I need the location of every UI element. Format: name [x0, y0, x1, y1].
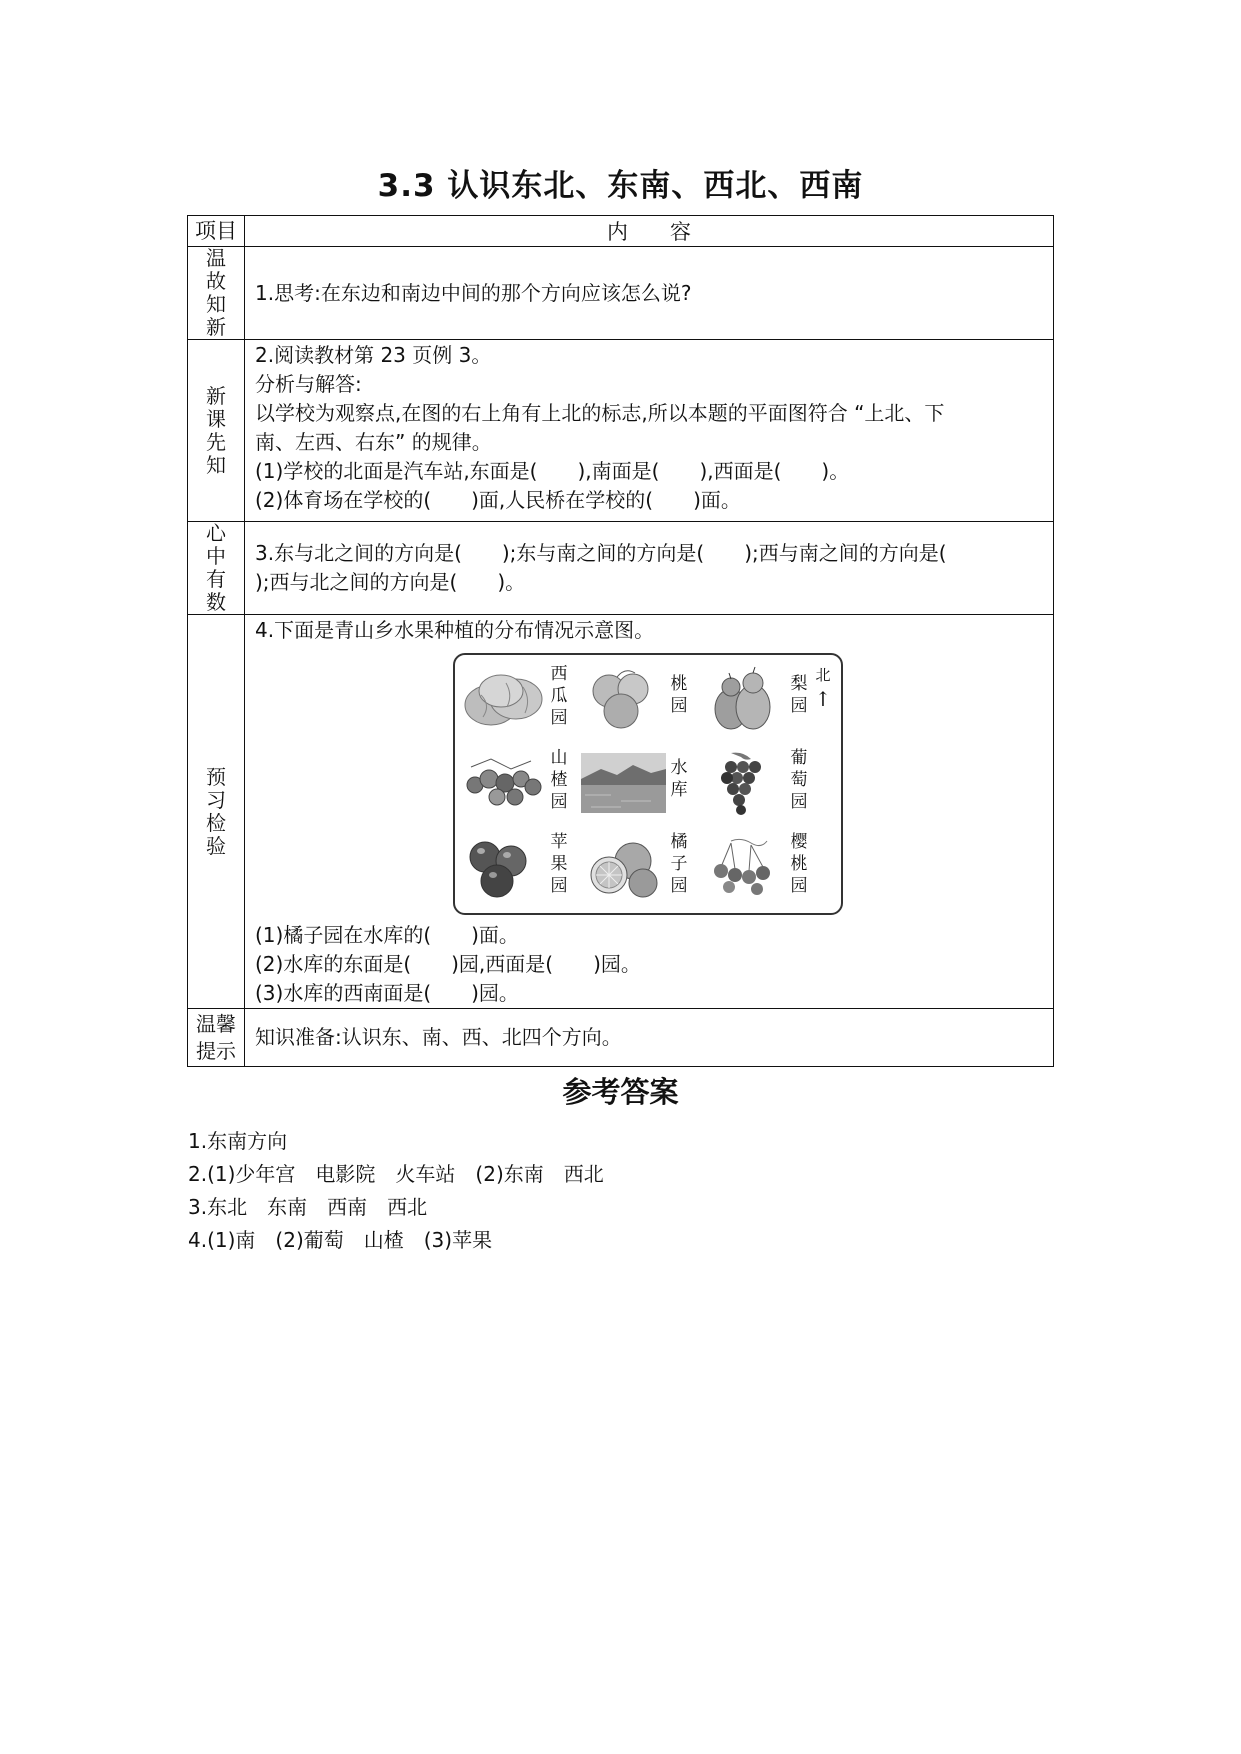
watermelon-icon	[461, 665, 546, 733]
map-cell-grape	[701, 747, 816, 823]
row-label-char: 数	[206, 590, 226, 614]
sub-question: (2)体育场在学校的( )面,人民桥在学校的( )面。	[255, 488, 741, 512]
question-text: 4.下面是青山乡水果种植的分布情况示意图。	[255, 618, 655, 642]
map-cell-reservoir	[581, 747, 696, 823]
table-row	[188, 247, 1054, 340]
row-label-char: 知	[206, 452, 226, 477]
label-char: 果	[550, 854, 568, 874]
row-label-cell	[188, 1009, 245, 1067]
row-label-char: 验	[206, 833, 226, 858]
header-content-cell: 内 容	[245, 216, 1054, 247]
map-cell-cherry	[701, 831, 816, 907]
sub-question: (1)橘子园在水库的( )面。	[255, 923, 519, 947]
row-label-char: 心	[206, 521, 226, 545]
sub-question: (2)水库的东面是( )园,西面是( )园。	[255, 952, 641, 976]
label-char: 园	[670, 876, 688, 896]
row-label-char: 有	[206, 567, 226, 591]
label-char: 桃	[790, 854, 808, 874]
answer-line: 1.东南方向	[188, 1129, 288, 1153]
analysis-text: 以学校为观察点,在图的右上角有上北的标志,所以本题的平面图符合 “上北、下	[255, 401, 945, 425]
row-label-char: 知	[206, 292, 226, 316]
map-cell-label	[787, 673, 811, 717]
label-char: 园	[550, 876, 568, 896]
label-char: 园	[790, 876, 808, 896]
row-label-cell	[188, 522, 245, 615]
north-arrow-icon: ↑	[814, 687, 832, 711]
fruit-map	[453, 653, 843, 915]
label-char: 葡	[790, 748, 808, 768]
map-cell-label	[547, 831, 571, 897]
map-cell-label	[547, 747, 571, 813]
map-cell-label	[787, 747, 811, 813]
label-char: 樱	[790, 832, 808, 852]
label-char: 梨	[790, 674, 808, 694]
row-label-char: 中	[206, 544, 226, 568]
answer-line: 3.东北 东南 西南 西北	[188, 1195, 428, 1219]
label-char: 园	[790, 696, 808, 716]
label-char: 橘	[670, 832, 688, 852]
map-cell-label	[547, 663, 571, 729]
header-item-cell: 项目	[188, 216, 245, 247]
map-cell-hawthorn	[461, 747, 576, 823]
pear-icon	[701, 665, 786, 733]
label-char: 水	[670, 758, 688, 778]
row-label-cell	[188, 247, 245, 340]
question-text: );西与北之间的方向是( )。	[255, 570, 526, 594]
row-content-cell	[245, 615, 1054, 1009]
row-label-char: 检	[206, 810, 226, 835]
map-cell-watermelon	[461, 663, 576, 739]
row-label-char: 故	[206, 269, 226, 293]
map-cell-peach	[581, 663, 696, 739]
map-cell-label	[667, 831, 691, 897]
orange-icon	[581, 833, 666, 901]
row-label-char: 预	[206, 764, 226, 789]
answers-title: 参考答案	[562, 1075, 679, 1109]
answer-line: 2.(1)少年宫 电影院 火车站 (2)东南 西北	[188, 1162, 604, 1186]
label-char: 西	[550, 664, 568, 684]
label-char: 桃	[670, 674, 688, 694]
map-cell-label	[787, 831, 811, 897]
label-char: 楂	[550, 770, 568, 790]
row-content-cell	[245, 340, 1054, 522]
row-label-cell	[188, 615, 245, 1009]
question-text: 2.阅读教材第 23 页例 3。	[255, 343, 492, 367]
row-label-word: 提示	[196, 1038, 236, 1063]
row-content-cell	[245, 522, 1054, 615]
label-char: 子	[670, 854, 688, 874]
row-label-cell	[188, 340, 245, 522]
analysis-text: 南、左西、右东” 的规律。	[255, 430, 492, 454]
question-text: 1.思考:在东边和南边中间的那个方向应该怎么说?	[255, 280, 692, 305]
label-char: 园	[790, 792, 808, 812]
map-cell-apple	[461, 831, 576, 907]
lesson-table	[187, 215, 1054, 1067]
label-char: 园	[550, 708, 568, 728]
apple-icon	[461, 833, 546, 901]
label-char: 萄	[790, 770, 808, 790]
row-label-word: 温馨	[196, 1011, 236, 1036]
row-content-cell	[245, 247, 1054, 340]
sub-question: (1)学校的北面是汽车站,东面是( ),南面是( ),西面是( )。	[255, 459, 850, 483]
page-title: 3.3 认识东北、东南、西北、西南	[377, 168, 864, 204]
label-char: 库	[670, 780, 688, 800]
row-label-char: 新	[206, 315, 226, 339]
row-label-char: 新	[206, 383, 226, 408]
map-cell-orange	[581, 831, 696, 907]
map-cell-label	[667, 673, 691, 717]
table-header-row	[188, 216, 1054, 247]
question-text: 3.东与北之间的方向是( );东与南之间的方向是( );西与南之间的方向是(	[255, 541, 947, 565]
map-cell-label	[667, 757, 691, 801]
peach-icon	[581, 665, 666, 733]
label-char: 园	[670, 696, 688, 716]
hawthorn-icon	[461, 749, 546, 817]
table-row	[188, 1009, 1054, 1067]
table-row	[188, 615, 1054, 1009]
cherry-icon	[701, 833, 786, 901]
row-label-char: 温	[206, 246, 226, 270]
reservoir-icon	[581, 749, 666, 817]
grape-icon	[701, 749, 786, 817]
label-char: 苹	[550, 832, 568, 852]
north-indicator	[813, 661, 833, 711]
row-content-cell	[245, 1009, 1054, 1067]
label-char: 山	[550, 748, 568, 768]
label-char: 瓜	[550, 686, 568, 706]
table-row	[188, 522, 1054, 615]
tip-text: 知识准备:认识东、南、西、北四个方向。	[255, 1025, 622, 1049]
answer-line: 4.(1)南 (2)葡萄 山楂 (3)苹果	[188, 1228, 493, 1252]
sub-question: (3)水库的西南面是( )园。	[255, 981, 519, 1005]
map-cell-pear	[701, 663, 816, 739]
north-label: 北	[815, 666, 831, 684]
table-row	[188, 340, 1054, 522]
label-char: 园	[550, 792, 568, 812]
row-label-char: 习	[206, 787, 226, 812]
row-label-char: 先	[206, 429, 226, 454]
row-label-char: 课	[206, 406, 226, 431]
answers-list	[188, 1125, 604, 1257]
analysis-heading: 分析与解答:	[255, 372, 362, 396]
